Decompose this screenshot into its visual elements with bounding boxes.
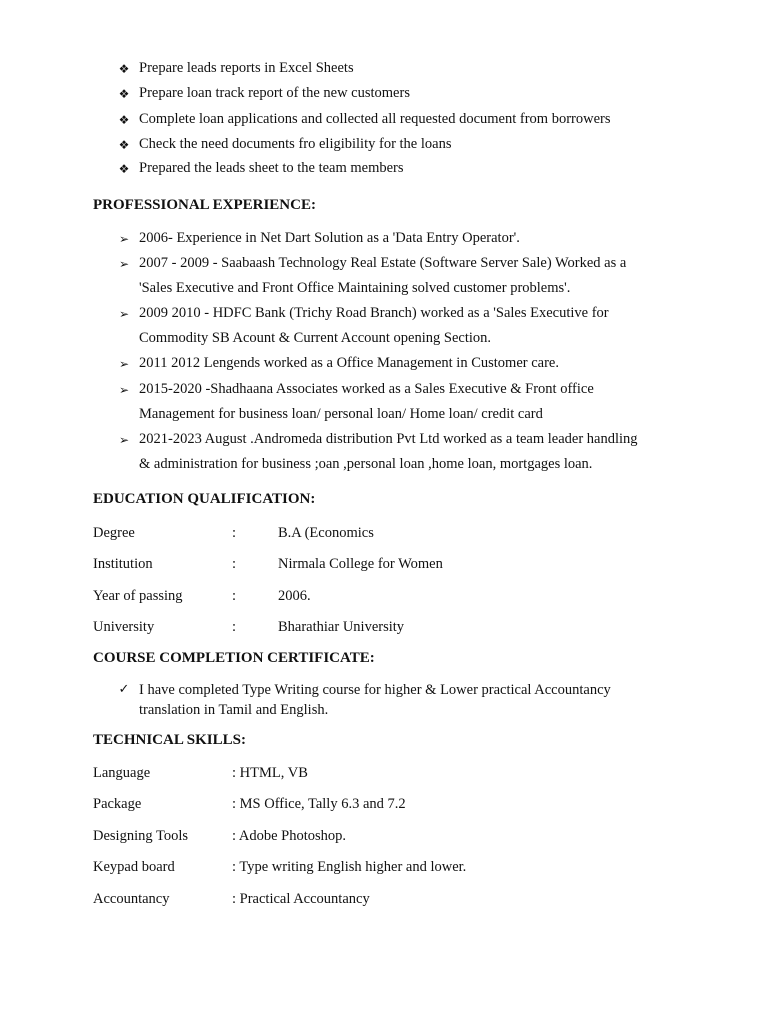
education-value: 2006.: [278, 588, 311, 604]
diamond-bullet-icon: ❖: [118, 62, 130, 76]
checkmark-icon: ✓: [118, 682, 130, 697]
education-label: Year of passing: [93, 588, 183, 604]
education-separator: :: [232, 588, 237, 604]
education-separator: :: [232, 556, 237, 572]
skill-value: : Type writing English higher and lower.: [232, 859, 467, 875]
diamond-bullet-icon: ❖: [118, 162, 130, 176]
arrowhead-bullet-icon: ➢: [118, 232, 130, 246]
arrowhead-bullet-icon: ➢: [118, 433, 130, 447]
education-value: Nirmala College for Women: [278, 556, 443, 572]
education-separator: :: [232, 525, 237, 541]
education-label: University: [93, 619, 155, 635]
skill-value: : Adobe Photoshop.: [232, 828, 346, 844]
skill-value: : Practical Accountancy: [232, 891, 370, 907]
skill-value: : HTML, VB: [232, 765, 308, 781]
arrowhead-bullet-icon: ➢: [118, 257, 130, 271]
education-heading: EDUCATION QUALIFICATION:: [93, 491, 316, 507]
arrowhead-bullet-icon: ➢: [118, 383, 130, 397]
skill-label: Language: [93, 765, 151, 781]
arrowhead-bullet-icon: ➢: [118, 307, 130, 321]
education-separator: :: [232, 619, 237, 635]
skill-label: Keypad board: [93, 859, 175, 875]
education-label: Degree: [93, 525, 135, 541]
arrowhead-bullet-icon: ➢: [118, 357, 130, 371]
skill-label: Accountancy: [93, 891, 170, 907]
education-value: B.A (Economics: [278, 525, 374, 541]
resume-page: ❖ Prepare leads reports in Excel Sheets ❖ Prepare loan track report of the new customers ❖ Complete loan applications and collected all requested document from borrowers ❖ Check the need documents fro eligibility for the loans ❖ Prepared the leads sheet to the team members PROFESSIONAL EXPERIENCE: ➢ 2006- Experience in Net Dart Solution as a 'Data Entry Operator'. ➢ 2007 - 2009 - Saabaash Technology Real Estate (Software Server Sale) Worked as a 'Sales Executive and Front Office Maintaining solved customer problems'. ➢ 2009 2010 - HDFC Bank (Trichy Road Branch) worked as a 'Sales Executive for Commodity SB Acount & Current Account opening Section. ➢ 2011 2012 Lengends worked as a Office Management in Customer care. ➢ 2015-2020 -Shadhaana Associates worked as a Sales Executive & Front office Management for business loan/ personal loan/ Home loan/ credit card ➢ 2021-2023 August .Andromeda distribution Pvt Ltd worked as a team leader handling & administration for business ;oan ,personal loan ,home loan, mortgages loan. EDUCATION QUALIFICATION: Degree : B.A (Economics Institution : Nirmala College for Women Year of passing : 2006. University : Bharathiar University COURSE COMPLETION CERTIFICATE: ✓ I have completed Type Writing course for higher & Lower practical Accountancy translation in Tamil and English. TECHNICAL SKILLS: Language : HTML, VB Package : MS Office, Tally 6.3 and 7.2 Designing Tools : Adobe Photoshop. Keypad board : Type writing English higher and lower. Accountancy : Practical Accountancy: [93, 60, 638, 907]
diamond-bullet-icon: ❖: [118, 87, 130, 101]
diamond-bullet-icon: ❖: [118, 113, 130, 127]
diamond-bullet-icon: ❖: [118, 138, 130, 152]
technical-skills-heading: TECHNICAL SKILLS:: [93, 732, 246, 748]
education-value: Bharathiar University: [278, 619, 405, 635]
skill-value: : MS Office, Tally 6.3 and 7.2: [232, 796, 406, 812]
course-heading: COURSE COMPLETION CERTIFICATE:: [93, 650, 375, 666]
skill-label: Designing Tools: [93, 828, 188, 844]
skill-label: Package: [93, 796, 142, 812]
professional-experience-heading: PROFESSIONAL EXPERIENCE:: [93, 197, 316, 213]
education-label: Institution: [93, 556, 153, 572]
